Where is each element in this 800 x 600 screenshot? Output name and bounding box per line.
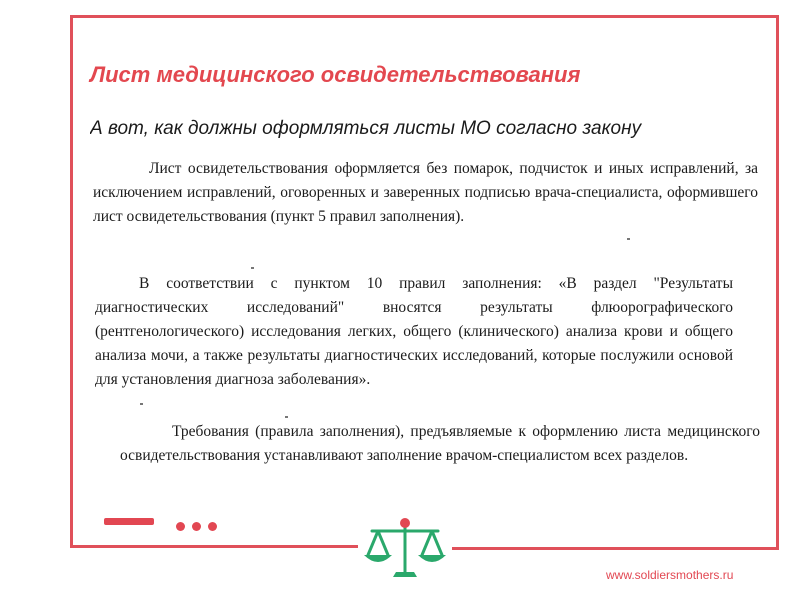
paragraph-1: Лист освидетельствования оформляется без помарок, подчисток и иных исправлений, за исключением исправлений, оговоренных и заверенных подписью врача-специалиста, оформившего лист освидетельствования (пункт 5 правил заполнения). <box>93 160 758 225</box>
document-excerpt-3 <box>120 420 760 490</box>
decorative-dash <box>104 518 154 525</box>
document-excerpt-2 <box>95 272 733 402</box>
frame-left-border <box>70 15 73 548</box>
subtitle-container <box>90 117 750 158</box>
paragraph-2: В соответствии с пунктом 10 правил заполнения: «В раздел "Результаты диагностических исследований" вносятся результаты флюорографического (рентгенологического) исследования легких, общего (клинического) анализа крови и общего анализа мочи, а также результаты диагностических исследований, которые послужили основой для установления диагноза заболевания». <box>95 275 733 388</box>
paragraph-3: Требования (правила заполнения), предъявляемые к оформлению листа медицинского освидетельствования устанавливают заполнение врачом-специалистом всех разделов. <box>120 423 760 464</box>
frame-right-border <box>776 15 779 550</box>
website-url: www.soldiersmothers.ru <box>606 568 734 582</box>
dot <box>208 522 217 531</box>
frame-top-border <box>70 15 779 18</box>
frame-bottom-left-border <box>70 545 358 548</box>
scan-speck <box>627 238 630 240</box>
scales-of-justice-icon <box>360 515 450 585</box>
frame-bottom-right-border <box>452 547 779 550</box>
scan-speck <box>285 416 288 418</box>
dot <box>176 522 185 531</box>
slide-subtitle: А вот, как должны оформляться листы МО согласно закону <box>90 118 642 139</box>
document-excerpt-1 <box>93 157 758 257</box>
dot <box>192 522 201 531</box>
scan-speck <box>251 267 254 269</box>
scan-speck <box>140 403 143 405</box>
slide-title: Лист медицинского освидетельствования <box>90 62 581 87</box>
